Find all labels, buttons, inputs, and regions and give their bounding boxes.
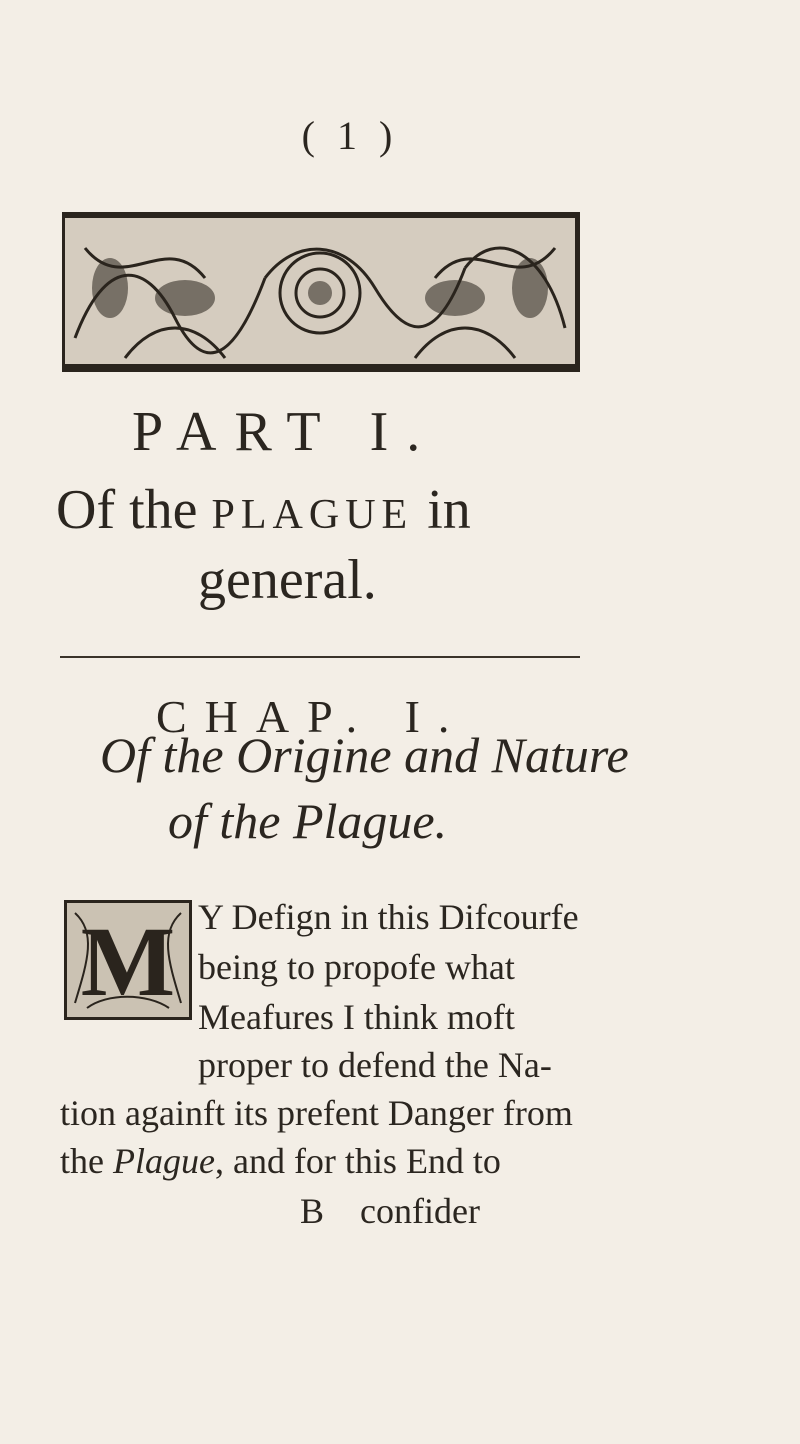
body-line-6-prefix: the <box>60 1141 113 1181</box>
catchword-line: B confider <box>300 1191 480 1231</box>
body-line-3: Meafures I think moft <box>198 997 515 1037</box>
drop-cap-ornament-icon <box>67 903 189 1017</box>
ornament-icon <box>65 218 575 364</box>
ornamental-headpiece <box>62 212 580 372</box>
body-line-4: proper to defend the Na- <box>198 1045 552 1085</box>
body-line-2: being to propofe what <box>198 947 515 987</box>
body-line-6 <box>60 1140 501 1182</box>
body-line-6-italic: Plague <box>112 1141 215 1181</box>
part-heading: PART I. <box>132 401 439 463</box>
subtitle-smallcaps: PLAGUE <box>211 492 414 538</box>
body-line-6-comma: , <box>214 1141 233 1181</box>
drop-cap-initial <box>64 900 192 1020</box>
chapter-heading: CHAP. I. <box>156 691 468 742</box>
body-line-6-rest: and for this End to <box>232 1141 501 1181</box>
body-line-5: tion againft its prefent Danger from <box>60 1093 573 1133</box>
subtitle-prefix: Of the <box>56 479 212 541</box>
body-line-1: Y Defign in this Difcourfe <box>198 897 579 937</box>
drop-cap-letter: M <box>80 906 176 1017</box>
chapter-title-line1: Of the Origine and Nature <box>100 727 629 783</box>
page-number: ( 1 ) <box>301 113 399 158</box>
horizontal-rule <box>60 656 580 658</box>
part-subtitle-line2: general. <box>198 549 377 611</box>
subtitle-suffix: in <box>413 479 471 541</box>
part-subtitle-line1 <box>56 478 471 542</box>
chapter-title-line2: of the Plague. <box>168 793 448 849</box>
